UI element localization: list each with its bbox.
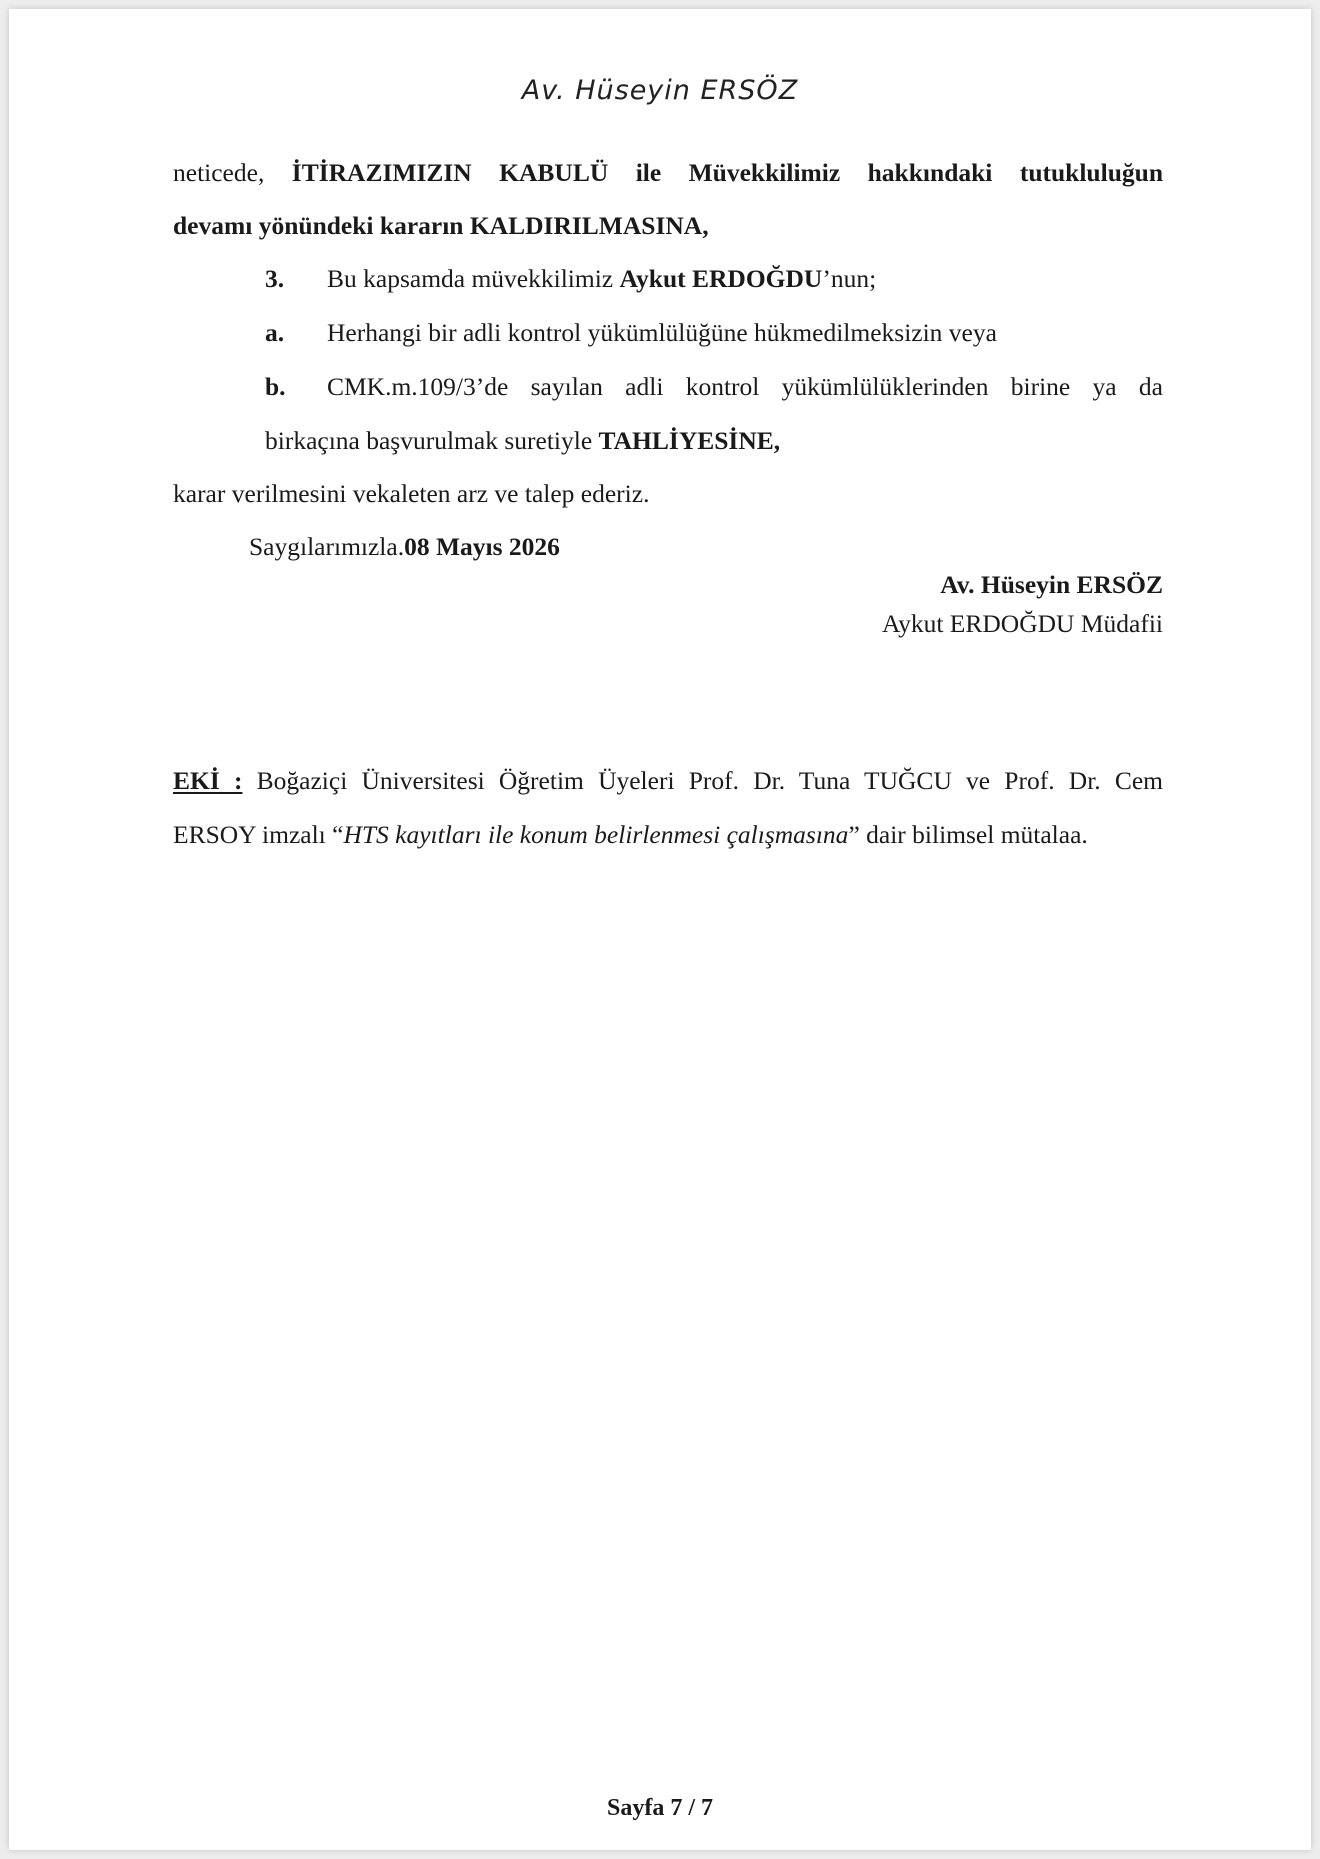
item-b-cont-bold: TAHLİYESİNE,: [598, 426, 781, 455]
item-b-text: CMK.m.109/3’de sayılan adli kontrol yükümlülüklerinden birine ya da: [327, 372, 1163, 401]
letterhead-author: Av. Hüseyin ERSÖZ: [521, 75, 799, 106]
item-b-continuation: [265, 425, 1165, 457]
item-3-client-name: Aykut ERDOĞDU: [619, 264, 823, 293]
greeting-text: Saygılarımızla.: [249, 532, 405, 561]
attachment-label: EKİ :: [173, 766, 243, 795]
item-b-cont-pre: birkaçına başvurulmak suretiyle: [265, 426, 593, 455]
paragraph-line-1: [173, 157, 1163, 189]
attachment-line-2-pre: ERSOY imzalı “: [173, 820, 344, 849]
attachment-line-1-text: Boğaziçi Üniversitesi Öğretim Üyeleri Prof. Dr. Tuna TUĞCU ve Prof. Dr. Cem: [256, 766, 1164, 795]
closing-sentence: karar verilmesini vekaleten arz ve talep ederiz.: [173, 479, 650, 508]
attachment-study-title: HTS kayıtları ile konum belirlenmesi çalışmasına: [343, 820, 849, 849]
attachment-line-1: [173, 765, 1163, 797]
line1-text: neticede,: [173, 158, 265, 187]
page-number: Sayfa 7 / 7: [606, 1795, 713, 1821]
paragraph-line-2: [173, 210, 1163, 242]
attachment-line-2-post: ” dair bilimsel mütalaa.: [848, 820, 1088, 849]
signature-name-bold: Av. Hüseyin ERSÖZ: [940, 570, 1163, 599]
signature-role: Aykut ERDOĞDU Müdafii: [882, 609, 1163, 638]
document-page: [9, 9, 1311, 1850]
attachment-line-2: [173, 819, 1163, 851]
line2-bold: devamı yönündeki kararın KALDIRILMASINA,: [173, 211, 709, 240]
item-3-number: 3.: [265, 264, 285, 293]
item-3-text: [327, 263, 1167, 295]
item-a-number: a.: [265, 318, 285, 347]
signature-name: [173, 569, 1163, 601]
line1-bold: İTİRAZIMIZIN KABULÜ ile Müvekkilimiz hakkındaki tutukluluğun: [291, 158, 1163, 187]
item-b-number: b.: [265, 372, 286, 401]
document-date: 08 Mayıs 2026: [404, 532, 560, 561]
item-3-pre: Bu kapsamda müvekkilimiz: [327, 264, 614, 293]
greeting-line: [249, 531, 1149, 563]
item-3-post: ’nun;: [822, 264, 877, 293]
item-a-text: Herhangi bir adli kontrol yükümlülüğüne hükmedilmeksizin veya: [327, 318, 997, 347]
